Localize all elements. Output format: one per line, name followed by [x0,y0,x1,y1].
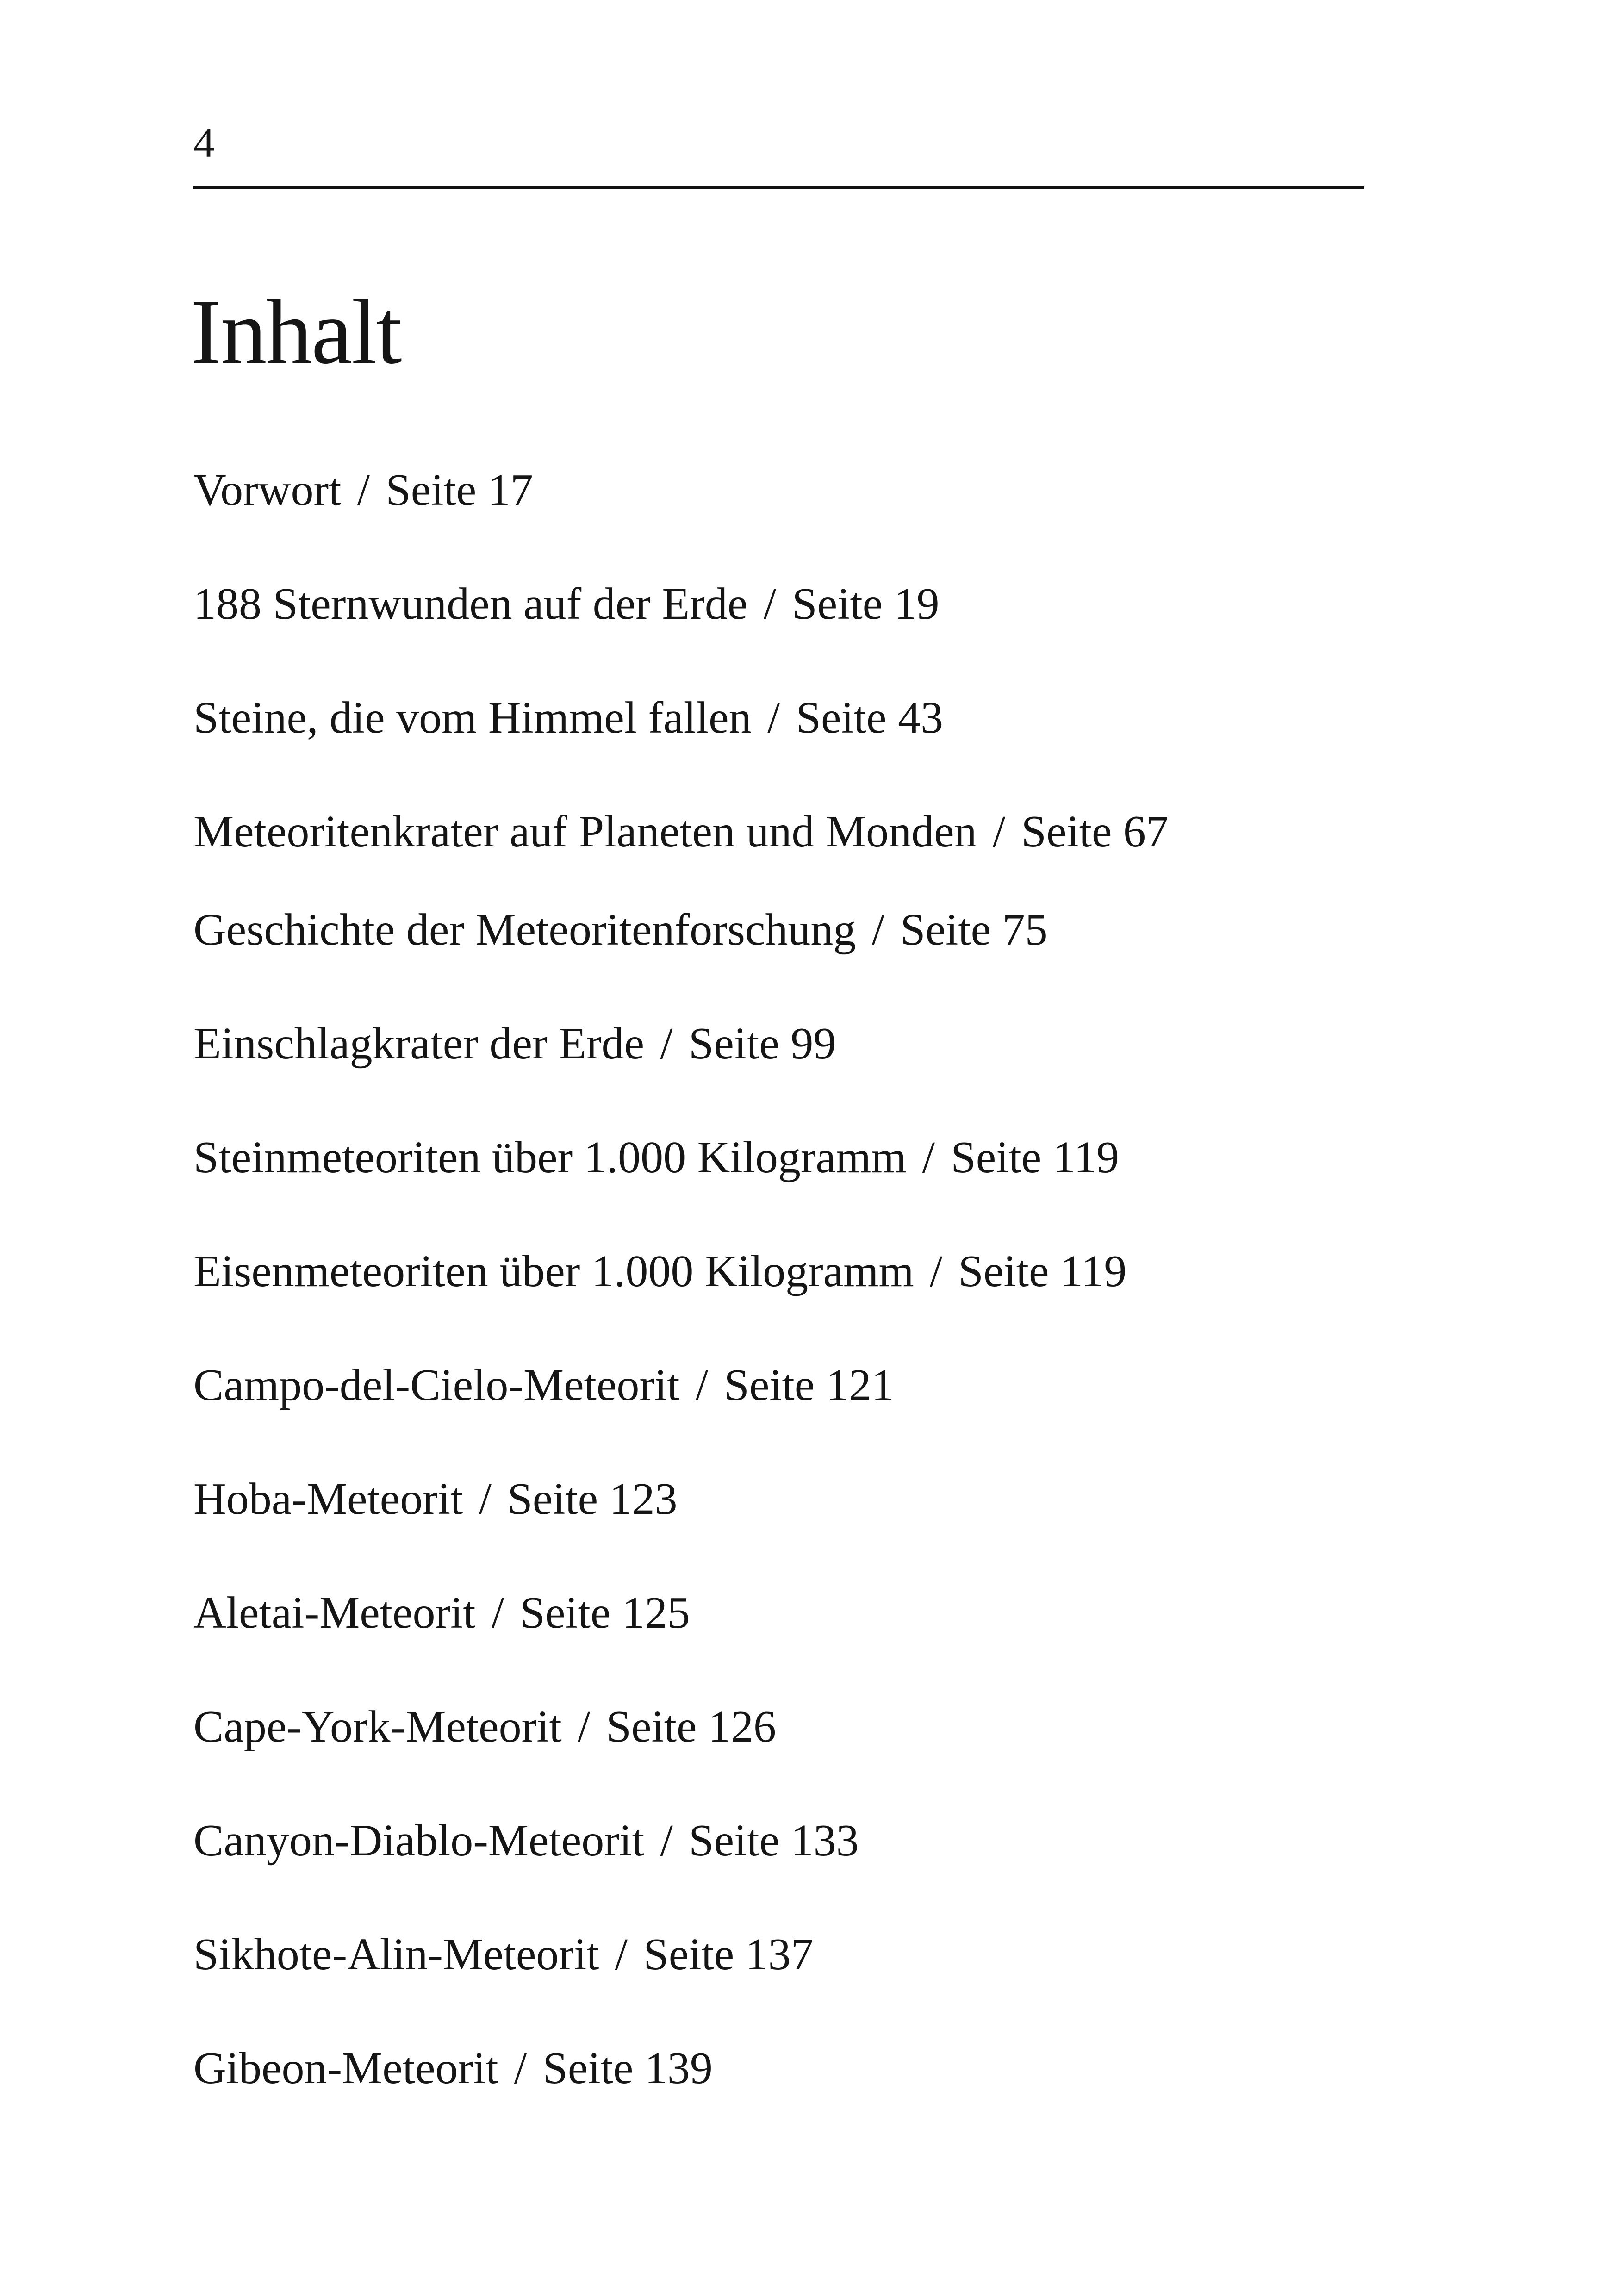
toc-separator: / [615,1929,628,1979]
toc-separator: / [871,905,884,955]
toc-entry-title: 188 Sternwunden auf der Erde [193,579,748,629]
toc-entry-page: Seite 126 [606,1702,776,1752]
toc-entry-title: Meteoritenkrater auf Planeten und Monden [193,807,977,857]
toc-entry[interactable] [193,1702,776,1752]
toc-separator: / [357,465,370,515]
page-number: 4 [193,119,215,166]
toc-entry-title: Campo-del-Cielo-Meteorit [193,1360,680,1410]
toc-entry-page: Seite 133 [689,1816,859,1866]
toc-entry-title: Aletai-Meteorit [193,1588,476,1638]
toc-entry-title: Steinmeteoriten über 1.000 Kilogramm [193,1132,907,1182]
toc-entry[interactable] [193,1816,859,1866]
toc-entry[interactable] [193,1360,894,1410]
toc-entry-page: Seite 121 [724,1360,894,1410]
toc-separator: / [491,1588,504,1638]
toc-separator: / [695,1360,709,1410]
toc-entry-page: Seite 119 [958,1246,1127,1296]
toc-entry-title: Canyon-Diablo-Meteorit [193,1816,645,1866]
toc-entry-title: Steine, die vom Himmel fallen [193,693,752,743]
toc-entry[interactable] [193,1132,1120,1182]
toc-entry-title: Eisenmeteoriten über 1.000 Kilogramm [193,1246,914,1296]
toc-entry-title: Cape-York-Meteorit [193,1702,562,1752]
toc-entry[interactable] [193,467,533,513]
toc-entry-page: Seite 17 [386,465,533,515]
toc-separator: / [660,1019,673,1069]
toc-entry[interactable] [193,581,940,627]
toc-entry[interactable] [193,1019,836,1069]
toc-separator: / [514,2043,527,2093]
toc-entry[interactable] [193,1929,814,1979]
toc-separator: / [479,1474,492,1524]
toc-separator: / [767,693,780,743]
toc-entry-page: Seite 75 [900,905,1048,955]
toc-entry[interactable] [193,693,943,743]
toc-entry[interactable] [193,2043,713,2093]
toc-separator: / [922,1132,935,1182]
page-title: Inhalt [191,281,401,383]
toc-entry-title: Hoba-Meteorit [193,1474,463,1524]
toc-separator: / [577,1702,591,1752]
toc-entry-page: Seite 19 [792,579,940,629]
toc-separator: / [660,1816,673,1866]
toc-entry-title: Vorwort [193,465,342,515]
toc-entry-page: Seite 67 [1021,807,1169,857]
toc-entry-title: Geschichte der Meteoritenforschung [193,905,856,955]
toc-entry-title: Einschlagkrater der Erde [193,1019,645,1069]
toc-entry-page: Seite 123 [507,1474,678,1524]
toc-entry-page: Seite 43 [796,693,943,743]
toc-entry-page: Seite 137 [643,1929,814,1979]
header-rule [193,186,1364,189]
toc-entry-page: Seite 99 [688,1019,836,1069]
toc-entry[interactable] [193,1590,690,1636]
toc-entry[interactable] [193,807,1169,857]
toc-entry-page: Seite 139 [542,2043,713,2093]
toc-entry[interactable] [193,905,1048,955]
toc-entry-title: Sikhote-Alin-Meteorit [193,1929,599,1979]
toc-entry[interactable] [193,1476,678,1522]
toc-separator: / [992,807,1006,857]
toc-separator: / [763,579,776,629]
toc-separator: / [930,1246,943,1296]
toc-entry-page: Seite 125 [520,1588,690,1638]
toc-entry[interactable] [193,1246,1127,1296]
toc-entry-page: Seite 119 [951,1132,1120,1182]
toc-entry-title: Gibeon-Meteorit [193,2043,498,2093]
